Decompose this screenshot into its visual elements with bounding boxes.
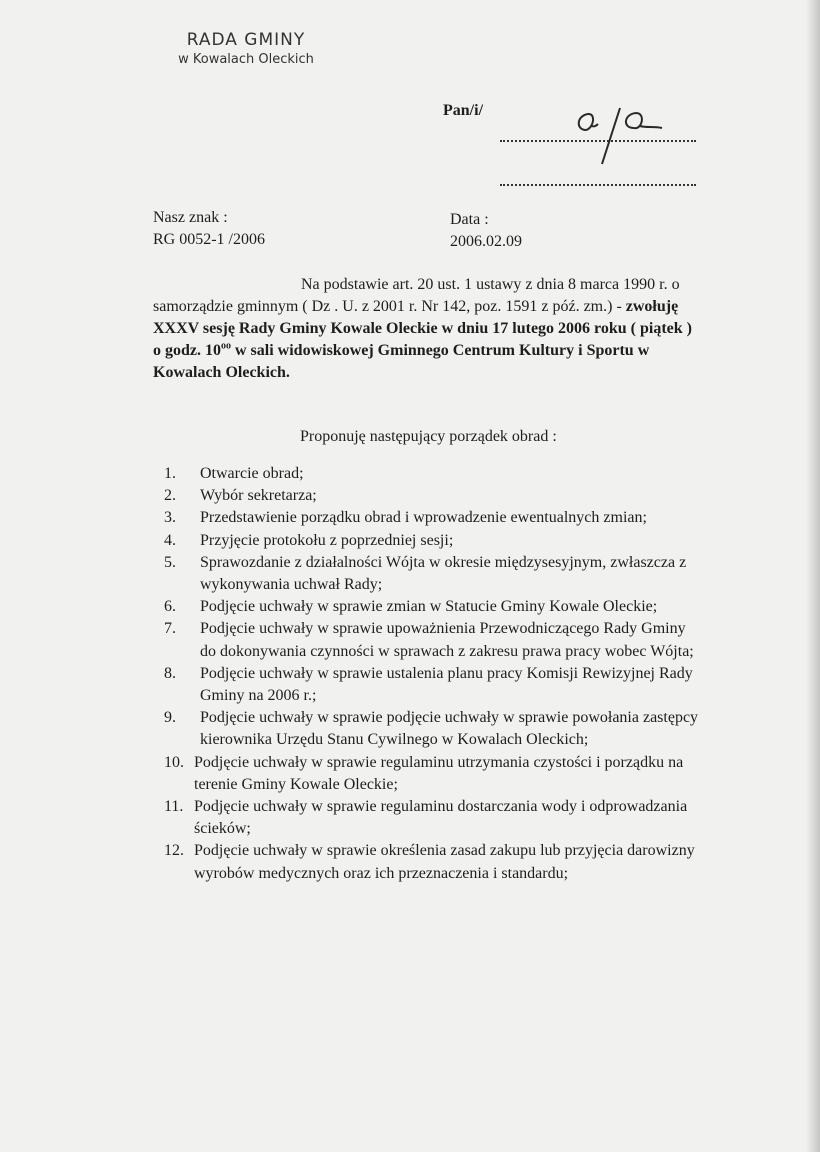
agenda-list <box>164 463 704 885</box>
agenda-item: 6. Podjęcie uchwały w sprawie zmian w Statucie Gminy Kowale Oleckie; <box>164 598 658 616</box>
agenda-item: 5. Sprawozdanie z działalności Wójta w okresie międzysesyjnym, zwłaszcza z wykonywania uchwał Rady; <box>164 553 687 594</box>
convocation-paragraph <box>153 274 701 384</box>
date-label: Data : <box>450 211 489 228</box>
agenda-item: 4. Przyjęcie protokołu z poprzedniej sesji; <box>164 531 454 549</box>
reference-label: Nasz znak : <box>153 209 228 226</box>
agenda-item: 8. Podjęcie uchwały w sprawie ustalenia planu pracy Komisji Rewizyjnej Rady Gminy na 2006 r.; <box>164 664 693 705</box>
handwritten-recipient-mark <box>572 104 676 170</box>
council-stamp <box>136 30 356 67</box>
agenda-item: 2. Wybór sekretarza; <box>164 487 317 505</box>
intro-bold-b: w sali widowiskowej Gminnego Centrum Kultury i Sportu w Kowalach Oleckich. <box>153 342 650 381</box>
scan-shadow-edge <box>806 0 820 1152</box>
agenda-item: 11. Podjęcie uchwały w sprawie regulaminu dostarczania wody i odprowadzania ścieków; <box>164 798 688 838</box>
intro-time-superscript: oo <box>221 340 231 352</box>
agenda-item: 1. Otwarcie obrad; <box>164 465 304 482</box>
stamp-line-1: RADA GMINY <box>186 30 306 50</box>
intro-lead: Na podstawie art. 20 ust. 1 ustawy z dnia 8 marca 1990 r. o samorządzie gminnym ( Dz . U. z 2001 r. Nr 142, poz. 1591 z póź. zm.) - <box>153 276 680 315</box>
recipient-dotted-line-2 <box>500 184 696 186</box>
stamp-line-2: w Kowalach Oleckich <box>178 52 314 67</box>
agenda-item: 7. Podjęcie uchwały w sprawie upoważnienia Przewodniczącego Rady Gminy do dokonywania czynności w sprawach z zakresu prawa pracy wobec Wójta; <box>164 620 694 660</box>
agenda-item: 10. Podjęcie uchwały w sprawie regulaminu utrzymania czystości i porządku na terenie Gminy Kowale Oleckie; <box>164 753 684 793</box>
date-value: 2006.02.09 <box>450 233 522 250</box>
date-block <box>450 209 522 253</box>
reference-value: RG 0052-1 /2006 <box>153 231 265 248</box>
agenda-item: 9. Podjęcie uchwały w sprawie podjęcie uchwały w sprawie powołania zastępcy kierownika Urzędu Stanu Cywilnego w Kowalach Oleckich; <box>164 709 699 749</box>
reference-block <box>153 207 265 251</box>
agenda-item: 3. Przedstawienie porządku obrad i wprowadzenie ewentualnych zmian; <box>164 509 647 527</box>
agenda-heading: Proponuję następujący porządek obrad : <box>300 428 557 445</box>
intro-bold-a: zwołuję XXXV sesję Rady Gminy Kowale Oleckie w dniu 17 lutego 2006 roku ( piątek ) o godz. 10 <box>153 298 692 359</box>
agenda-item: 12. Podjęcie uchwały w sprawie określenia zasad zakupu lub przyjęcia darowizny wyrobów medycznych oraz ich przeznaczenia i standardu; <box>164 842 695 882</box>
recipient-label: Pan/i/ <box>443 102 484 119</box>
